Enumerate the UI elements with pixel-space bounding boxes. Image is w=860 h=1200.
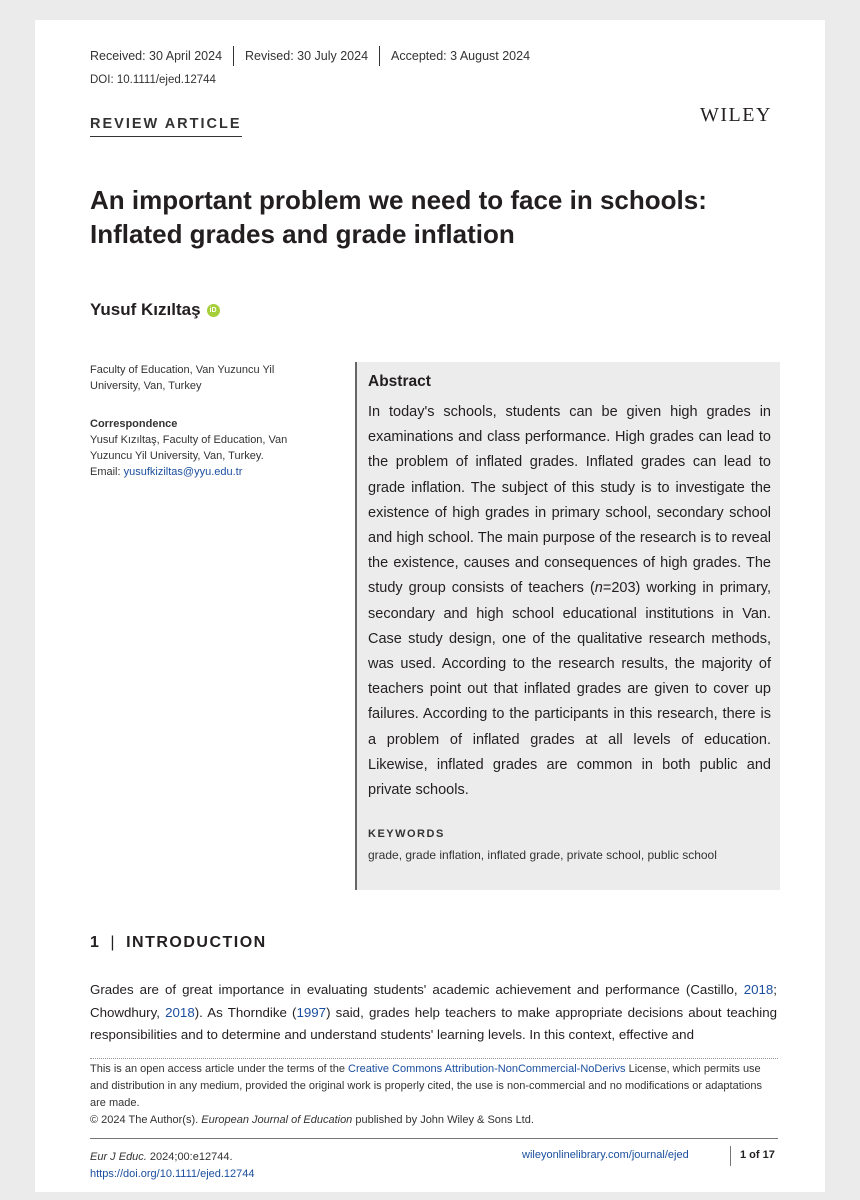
intro-text: ). As Thorndike ( (194, 1004, 297, 1020)
date-divider (379, 46, 380, 66)
revised-date: Revised: 30 July 2024 (245, 49, 369, 63)
section-number: 1 (90, 934, 101, 951)
intro-text: ) said, grades help teachers to make appropriate decisions about teaching responsibilities and to determine and understand students' learning levels. In this context, effective and (90, 1004, 777, 1042)
footer-divider (730, 1146, 731, 1166)
abstract-text-part-1: In today's schools, students can be given high grades in examinations and class performance. High grades can lead to the problem of inflated grades. Inflated grades can lead to grade inflation. The subject of this study is to investigate the existence of high grades in primary school, secondary school and high school. The main purpose of the research is to reveal the existence, causes and consequences of high grades. The study group consists of teachers ( (368, 404, 771, 597)
correspondence-heading: Correspondence (90, 418, 178, 430)
journal-site-link[interactable]: wileyonlinelibrary.com/journal/ejed (522, 1149, 689, 1161)
reference-link[interactable]: 2018 (165, 1004, 195, 1020)
section-separator: | (110, 934, 117, 951)
article-title (90, 183, 790, 251)
affiliation (90, 362, 320, 394)
keywords-heading: KEYWORDS (368, 828, 445, 840)
article-page (35, 20, 825, 1192)
email-label: Email: (90, 466, 124, 478)
keywords: grade, grade inflation, inflated grade, private school, public school (368, 848, 717, 862)
reference-link[interactable]: 2018 (743, 982, 774, 997)
date-divider (233, 46, 234, 66)
page-number: 1 of 17 (740, 1149, 775, 1161)
citation-details: 2024;00:e12744. (146, 1151, 233, 1163)
received-date: Received: 30 April 2024 (90, 49, 223, 63)
copyright (90, 1112, 780, 1129)
section-title: INTRODUCTION (126, 934, 267, 951)
license-text (90, 1061, 780, 1112)
abstract-text (368, 400, 771, 803)
reference-link[interactable]: 1997 (296, 1004, 327, 1020)
author (90, 300, 220, 320)
orcid-icon[interactable]: iD (207, 304, 220, 317)
intro-paragraph (90, 979, 777, 1047)
copyright-part-1: © 2024 The Author(s). (90, 1114, 202, 1126)
accepted-date: Accepted: 3 August 2024 (391, 49, 531, 63)
license-link[interactable]: Creative Commons Attribution-NonCommercial-NoDerivs (348, 1063, 626, 1075)
footnote-divider (90, 1058, 778, 1059)
title-line-2: Inflated grades and grade inflation (90, 219, 515, 249)
journal-name: European Journal of Education (201, 1114, 353, 1126)
doi-link[interactable]: https://doi.org/10.1111/ejed.12744 (90, 1168, 255, 1180)
license-footnote (90, 1061, 780, 1129)
email-link[interactable]: yusufkiziltas@yyu.edu.tr (123, 466, 243, 478)
correspondence-line-1: Yusuf Kızıltaş, Faculty of Education, Van (90, 434, 288, 446)
intro-text: ; Chowdhury, (90, 982, 777, 1020)
article-dates (90, 46, 530, 66)
section-heading (90, 934, 267, 952)
sample-size-symbol: n (594, 580, 603, 597)
intro-text: Grades are of great importance in evaluating students' academic achievement and performance (Castillo, (90, 982, 744, 997)
article-type: REVIEW ARTICLE (90, 116, 242, 137)
abstract-heading: Abstract (368, 373, 431, 390)
affiliation-line-1: Faculty of Education, Van Yuzuncu Yil (90, 364, 275, 376)
correspondence-line-2: Yuzuncu Yil University, Van, Turkey. (90, 450, 264, 462)
footer-rule (90, 1138, 778, 1139)
copyright-part-2: published by John Wiley & Sons Ltd. (352, 1114, 534, 1126)
affiliation-line-2: University, Van, Turkey (90, 380, 202, 392)
license-text-part-1: This is an open access article under the terms of the (90, 1063, 349, 1075)
abstract-text-part-2: =203) working in primary, secondary and high school educational institutions in Van. Case study design, one of the qualitative research methods, was used. According to the research results, the majority of teachers point out that inflated grades are given to cover up failures. According to the participants in this research, there is a problem of inflated grades at all levels of education. Likewise, inflated grades are common in both public and private schools. (368, 580, 771, 799)
correspondence (90, 416, 325, 480)
citation-journal: Eur J Educ. (90, 1151, 147, 1163)
doi: DOI: 10.1111/ejed.12744 (90, 74, 216, 86)
license-text-part-2: License, which permits use and distribution in any medium, provided the original work is properly cited, the use is non-commercial and no modifications or adaptations are made. (90, 1063, 762, 1109)
author-name[interactable]: Yusuf Kızıltaş (90, 300, 201, 319)
citation (90, 1149, 255, 1183)
title-line-1: An important problem we need to face in schools: (90, 185, 707, 215)
correspondence-email-row (90, 464, 325, 480)
abstract-box (355, 362, 780, 890)
publisher-logo: WILEY (700, 104, 772, 126)
